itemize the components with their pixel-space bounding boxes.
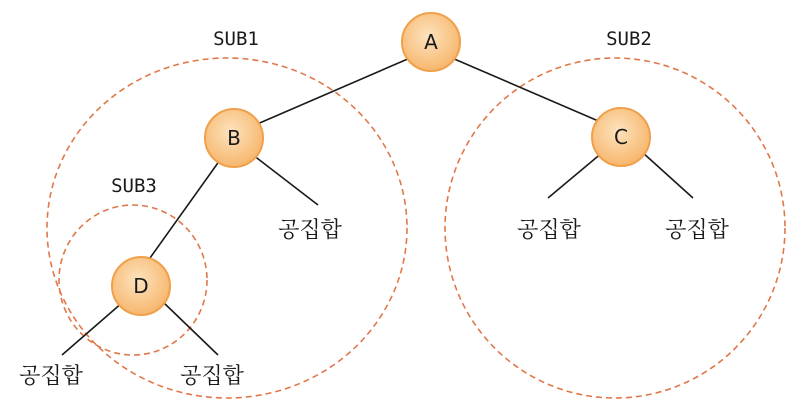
leaf-c-left: 공집합: [517, 218, 581, 243]
edge-a-b: [255, 58, 410, 125]
leaf-b-right: 공집합: [278, 218, 342, 243]
leaf-d-right: 공집합: [180, 364, 244, 389]
edge-d-empty-left: [62, 302, 123, 355]
leaf-d-left: 공집합: [19, 364, 83, 389]
node-b-label: B: [227, 126, 241, 150]
node-a: [402, 13, 460, 71]
edge-a-c: [452, 58, 603, 123]
node-d: [112, 257, 170, 315]
node-c: [592, 108, 650, 166]
edge-b-empty: [253, 155, 318, 205]
sub3-label: SUB3: [111, 175, 157, 197]
edge-c-empty-right: [642, 152, 693, 198]
node-a-label: A: [424, 30, 438, 54]
sub2-label: SUB2: [606, 28, 652, 50]
edge-c-empty-left: [548, 152, 603, 198]
edge-d-empty-right: [163, 302, 218, 355]
sub1-label: SUB1: [213, 28, 259, 50]
edge-b-d: [150, 160, 220, 258]
leaf-c-right: 공집합: [665, 218, 729, 243]
node-b: [205, 109, 263, 167]
node-c-label: C: [614, 125, 628, 149]
node-d-label: D: [133, 274, 149, 298]
